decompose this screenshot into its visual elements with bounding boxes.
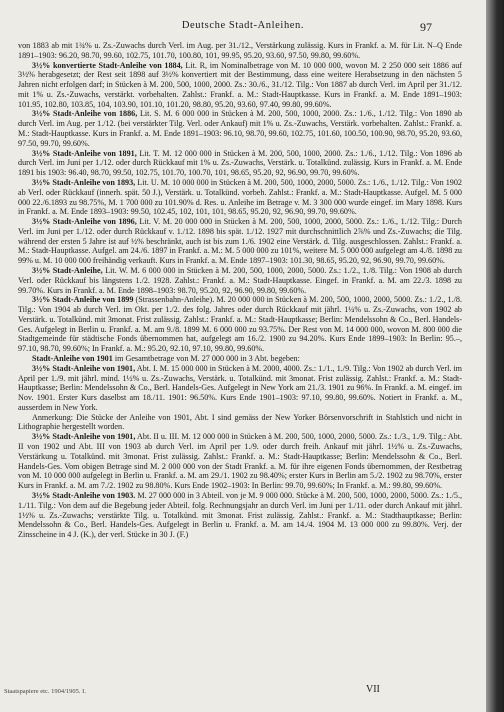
issue-text: Lit. R, im Nominalbetrage von M. 10 000 000, wovon M. 2 250 000 seit 1886 auf 3½% herabgesetzt; der Rest seit 1898 auf 3½% konvertiert mit der Bestimmung, dass eine weitere Herabsetzung in den nächsten 5 Jahren nicht erfolgen darf; in Stücken à M. 200, 500, 1000, 2000. Zs.: 30./6., 31./12. Tilg.: Von 1887 ab durch Verl. im April per 31./12. mit 1% u. Zs.-Zuwachs, verstärkt. vorbehalten. Zahlst.: Frankf. a. M.: Stadt-Hauptkasse. Kurs in Frankf. a. M. Ende 1891–1903: 101.95, 102.80, 103.85, 104, 103.90, 101.10, 101.20, 98.80, 95.20, 93.60, 97.40, 99.80, 99.60%. [18,60,462,109]
issue-text: Abt. I. M. 15 000 000 in Stücken à M. 2000, 4000. Zs.: 1./1., 1./9. Tilg.: Von 1902 ab durch Verl. im April per 1./9. mit jährl. mind. 1½% u. Zs.-Zuwachs, Verstärk. u. Totalkünd. mit 3monat. Frist zulässig. Zahlst.: Frankf. a. M.: Stadt-Hauptkasse; Berlin: Mendelssohn & Co., Berl. Handels-Ges. Aufgelegt in New York am 21./3. 1901 zu 96%. In Frankf. a. M. eingef. im Nov. 1901. Erster Kurs daselbst am 18./11. 1901: 96.50%. Kurs Ende 1901–1903: 97.10, 99.80, 99.60%. Notiert in Frankf. a. M., ausserdem in New York. [18,363,462,412]
paragraph [18,61,462,110]
paragraph [18,149,462,178]
issue-heading: Stadt-Anleihe von 1901 [32,354,113,363]
scan-edge [486,0,504,712]
paragraph [18,41,462,61]
issue-heading: 3½% Stadt-Anleihe von 1901, [32,432,136,442]
issue-heading: 3½% Stadt-Anleihe von 1899 [32,295,134,305]
page-header [0,20,486,34]
issue-text: Lit. T. M. 12 000 000 in Stücken à M. 200, 500, 1000, 2000. Zs.: 1./6., 1./12. Tilg.: Von 1896 ab durch Verl. im Juni per 1./12. oder durch Rückkauf mit 1% u. Zs.-Zuwachs, Verstärk. u. Totalkünd. zulässig. Kurs in Frankf. a. M. Ende 1891 bis 1903: 96.40, 98.70, 99.50, 102.75, 101.70, 100.70, 101, 98.65, 95.20, 92, 96.90, 99.70, 99.60%. [18,148,463,178]
paragraph [18,432,462,491]
footer-signature: Staatspapiere etc. 1904/1905. I. [4,688,86,695]
body-text [18,41,462,540]
issue-heading: 3½% Stadt-Anleihe von 1891, [32,148,137,158]
page-number: 97 [420,20,432,34]
paragraph [18,295,462,354]
issue-text: Anmerkung: Die Stücke der Anleihe von 1901, Abt. I sind gemäss der New Yorker Börsenvorschrift in Stahlstich und nicht in Lithographie hergestellt worden. [18,412,462,432]
paragraph [18,354,462,364]
sheet-number: VII [366,684,380,695]
paragraph [18,217,462,266]
issue-text: im Gesamtbetrage von M. 27 000 000 in 3 Abt. begeben: [112,354,300,363]
issue-heading: 3½% Stadt-Anleihe von 1886, [32,109,138,119]
issue-heading: 3½% Stadt-Anleihe von 1896, [32,217,137,227]
issue-heading: 3½% Stadt-Anleihe von 1903. [32,490,136,500]
paragraph [18,109,462,148]
paragraph [18,364,462,413]
paragraph [18,266,462,295]
issue-heading: 3½% Stadt-Anleihe, [32,265,103,275]
issue-text: Lit. S. M. 6 000 000 in Stücken à M. 200, 500, 1000, 2000. Zs.: 1./6., 1./12. Tilg.: Von 1890 ab durch Verl. im Aug. per 1./12. (bei verstärkter Tilg. Verl. oder Ankauf) mit 1% u. Zs.-Zuwachs, Verstärk. vorbehalten. Zahlst.: Frankf. a. M.: Stadt-Hauptkasse. Kurs in Frankf. a. M. Ende 1891–1903: 96.10, 98.70, 99.60, 102.75, 101.60, 100.50, 100.90, 98.70, 95.20, 93.60, 97.50, 99.70, 99.60%. [18,109,463,148]
issue-text: (Strassenbahn-Anleihe). M. 20 000 000 in Stücken à M. 200, 500, 1000, 2000, 5000. Zs.: 1./2., 1./8. Tilg.: Von 1904 ab durch Verl. im Okt. per 1./2. des folg. Jahres oder durch Rückkauf mit jährl. 1¼% u. Zs.-Zuwachs, von 1902 ab Verstärk. u. Totalkünd. mit 3monat. Frist zulässig. Zahlst.: Frankf. a. M.: Stadt-Hauptkasse; Berlin: Mendelssohn & Co., Berl. Handels-Ges. Aufgelegt in Berlin u. Frankf. a. M. am 9./8. 1899 M. 6 000 000 zu 93.75%. Der Rest von M. 14 000 000, wovon M. 800 000 die Stadtgemeinde für städtische Fonds übernommen hat, aufgelegt am 16./2. 1900 zu 94.20%. Kurs Ende 1899–1903: In Berlin: 95.–, 97.10, 98.70, 99.60%; In Frankf. a. M.: 95.20, 92.10, 97.10, 99.80, 99.60%. [18,295,462,354]
issue-text: Abt. II u. III. M. 12 000 000 in Stücken à M. 200, 500, 1000, 2000, 5000. Zs.: 1./3., 1./9. Tilg.: Abt. II von 1902 und Abt. III von 1903 ab durch Verl. im April per 1./9. oder durch freih. Ankauf mit jährl. 1½% u. Zs.-Zuwachs, Verstärkung u. Totalkünd. mit 3monat. Frist zulässig. Zahlst.: Frankf. a. M.: Stadt-Hauptkasse; Berlin: Mendelssohn & Co., Berl. Handels-Ges. Vom obigen Betrage sind M. 2 000 000 von der Stadt Frankf. a. M. für ihre eigenen Fonds übernommen, der Restbetrag von M. 10 000 000 aufgelegt in Berlin u. Frankf. a. M. am 29./1. 1902 zu 98.40%; erster Kurs in Berlin am 5./2. 1902 zu 98.70%, erster Kurs in Frankf. a. M. am 7./2. 1902 zu 98.80%. Kurs Ende 1902–1903: In Berlin: 99.70, 99.60%; In Frankf. a. M.: 99.80, 99.60%. [18,432,462,491]
running-title: Deutsche Stadt-Anleihen. [181,20,305,31]
issue-text: von 1883 ab mit 1¾% u. Zs.-Zuwachs durch Verl. im Aug. per 31./12., Verstärkung zulässig. Kurs in Frankf. a. M. für Lit. N–Q Ende 1891–1903: 96.20, 98.70, 99.60, 102.75, 101.70, 100.80, 101, 99.95, 95.20, 93.60, 97.50, 99.80, 99.60%. [18,41,462,60]
paragraph [18,178,462,217]
issue-text: Lit. W. M. 6 000 000 in Stücken à M. 200, 500, 1000, 2000, 5000. Zs.: 1./2., 1./8. Tilg.: Von 1908 ab durch Verl. oder Rückkauf bis längstens 1./2. 1928. Zahlst.: Frankf. a. M.: Stadt-Hauptkasse. Eingef. in Frankf. a. M. am 22./3. 1898 zu 99.70%. Kurs in Frankf. a. M. Ende 1898–1903: 98.70, 95.20, 92, 96.90, 99.80, 99.60%. [18,265,462,295]
issue-text: Lit. U. M. 10 000 000 in Stücken à M. 200, 500, 1000, 2000, 5000. Zs.: 1./6., 1./12. Tilg.: Von 1902 ab Verl. oder Rückkauf (innerh. spät. 50 J.), Verstärk. u. Totalkünd. vorbeh. Zahlst.: Frankf. a. M.: Stadt-Hauptkasse. Aufgel. M. 5 000 000 22./6.1893 zu 98.75%, M. 1 700 000 zu 101.90% d. Res. u. Anleihe im Betrage v. M. 3 300 000 wurde eingef. im Mary 1898. Kurs in Frankf. a. M. Ende 1893–1903: 99.50, 102.45, 102, 101, 101, 98.65, 95.20, 92, 96.90, 99.70, 99.60%. [18,177,462,217]
paragraph [18,413,462,433]
issue-text: Lit. V. M. 20 000 000 in Stücken à M. 200, 500, 1000, 2000, 5000. Zs.: 1./6., 1./12. Tilg.: Durch Verl. im Juni per 1./12. oder durch Rückkauf v. 1./12. 1898 bis spät. 1./12. 1927 mit durchschnittlich 2⅞% und Zs.-Zuwachs; die Tilg. während der ersten 5 Jahre ist auf ½% beschränkt, auch ist bis zum 1./6. 1902 eine Verstärk. d. Tilg. ausgeschlossen. Zahlst.: Frankf. a. M.: Stadt-Hauptkasse. Aufgel. am 24./6. 1897 in Frankf. a. M.: M. 5 000 000 zu 101%, weitere M. 5 000 000 aufgelegt am 4./8. 1898 zu 99% u. M. 10 000 000 freihändig verkauft. Kurs in Frankf. a. M. Ende 1897–1903: 101.30, 98.65, 95.20, 92, 96.90, 99.70, 99.60%. [18,217,462,266]
issue-heading: 3½% konvertierte Stadt-Anleihe von 1884, [32,60,183,70]
issue-heading: 3½% Stadt-Anleihe von 1901, [32,363,136,373]
paragraph [18,491,462,540]
issue-text: M. 27 000 000 in 3 Abteil. von je M. 9 000 000. Stücke à M. 200, 500, 1000, 2000, 5000. Zs.: 1./5., 1./11. Tilg.: Von dem auf die Begebung jeder Abteil. folg. Rechnungsjahr an durch Verl. im Juni per 1./11. oder durch Ankauf mit jährl. 1½% u. Zs.-Zuwachs; verstärkte Tilg. u. Totalkünd. mit 3monat. Frist zulässig. Zahlst.: Frankf. a. M.: Stadthauptkasse; Berlin: Mendelssohn & Co., Berl. Handels-Ges. Aufgelegt in Berlin u. Frankf. a. M. am 14./4. 1904 M. 13 000 000 zu 99.80%. Verj. der Zinsscheine in 4 J. (K.), der verl. Stücke in 30 J. (F.) [18,490,463,540]
issue-heading: 3½% Stadt-Anleihe von 1893, [32,177,136,187]
